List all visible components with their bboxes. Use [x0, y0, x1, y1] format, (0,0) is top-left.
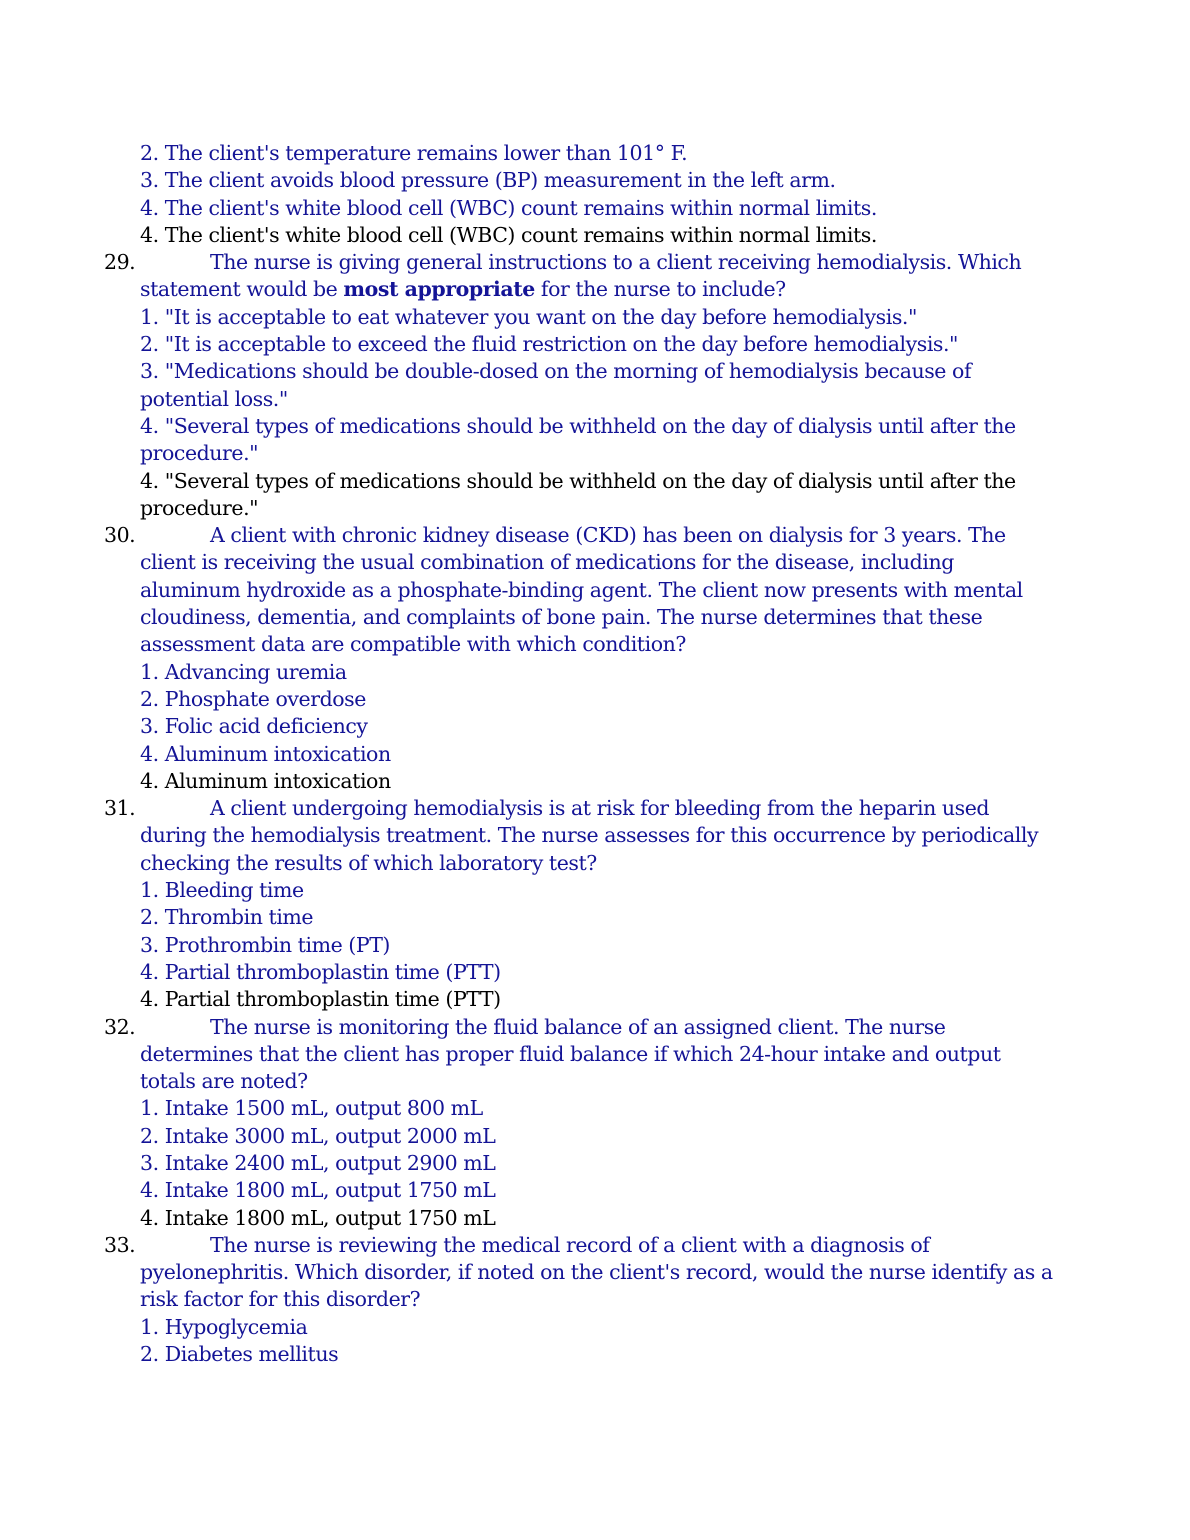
question-33 — [0, 1232, 1190, 1368]
question-stem-line: during the hemodialysis treatment. The nurse assesses for this occurrence by periodically — [140, 823, 1039, 848]
question-stem-text: The nurse is giving general instructions to a client receiving hemodialysis. Which — [210, 250, 1022, 275]
question-stem-text: The nurse is reviewing the medical record of a client with a diagnosis of — [210, 1232, 930, 1257]
question-stem-line: cloudiness, dementia, and complaints of bone pain. The nurse determines that these — [140, 605, 983, 630]
question-stem-text: A client undergoing hemodialysis is at risk for bleeding from the heparin used — [210, 796, 990, 821]
option-2: 2. Thrombin time — [140, 905, 314, 930]
option-3-cont: potential loss." — [140, 386, 288, 411]
stem-text: statement would be — [140, 277, 344, 302]
question-30 — [0, 522, 1190, 795]
question-stem-text: The nurse is monitoring the fluid balance of an assigned client. The nurse — [210, 1014, 946, 1039]
question-stem-line — [0, 795, 1050, 822]
option-3: 3. "Medications should be double-dosed on the morning of hemodialysis because of — [140, 359, 972, 384]
answer-line: 4. "Several types of medications should be withheld on the day of dialysis until after the — [140, 468, 1016, 493]
question-stem-line — [0, 249, 1050, 276]
option-1: 1. Intake 1500 mL, output 800 mL — [140, 1096, 483, 1121]
answer-line: 4. Partial thromboplastin time (PTT) — [140, 987, 501, 1012]
emphasis-text: most appropriate — [343, 277, 535, 302]
option-1: 1. "It is acceptable to eat whatever you want on the day before hemodialysis." — [140, 304, 917, 329]
option-2: 2. Phosphate overdose — [140, 686, 366, 711]
option-1: 1. Bleeding time — [140, 878, 304, 903]
question-31 — [0, 795, 1190, 1013]
option-4-cont: procedure." — [140, 441, 259, 466]
question-number: 31. — [104, 796, 136, 821]
option-3: 3. Intake 2400 mL, output 2900 mL — [140, 1150, 496, 1175]
answer-line: 4. Intake 1800 mL, output 1750 mL — [140, 1205, 496, 1230]
question-stem-line: pyelonephritis. Which disorder, if noted on the client's record, would the nurse identify as a — [140, 1260, 1053, 1285]
question-stem-line — [0, 276, 1050, 303]
question-number: 29. — [104, 250, 136, 275]
option-4: 4. The client's white blood cell (WBC) count remains within normal limits. — [140, 195, 877, 220]
option-1: 1. Hypoglycemia — [140, 1314, 308, 1339]
question-stem-line — [0, 1232, 1050, 1259]
question-29 — [0, 249, 1190, 522]
question-number: 33. — [104, 1232, 136, 1257]
option-3: 3. Folic acid deficiency — [140, 714, 368, 739]
question-stem-line — [0, 1014, 1050, 1041]
question-stem-text: A client with chronic kidney disease (CKD) has been on dialysis for 3 years. The — [210, 523, 1006, 548]
question-stem-line — [0, 522, 1050, 549]
option-2: 2. Intake 3000 mL, output 2000 mL — [140, 1123, 496, 1148]
question-stem-line: totals are noted? — [140, 1069, 308, 1094]
option-4: 4. Aluminum intoxication — [140, 741, 391, 766]
question-number: 30. — [104, 523, 136, 548]
question-stem-line: assessment data are compatible with which condition? — [140, 632, 686, 657]
option-4: 4. Intake 1800 mL, output 1750 mL — [140, 1178, 496, 1203]
question-stem-line: client is receiving the usual combination of medications for the disease, including — [140, 550, 954, 575]
question-stem-line: determines that the client has proper fluid balance if which 24-hour intake and output — [140, 1041, 1001, 1066]
option-3: 3. The client avoids blood pressure (BP) measurement in the left arm. — [140, 168, 836, 193]
option-1: 1. Advancing uremia — [140, 659, 347, 684]
option-4: 4. "Several types of medications should be withheld on the day of dialysis until after the — [140, 413, 1016, 438]
question-28-carryover — [0, 140, 1190, 249]
document-page — [0, 140, 1190, 1368]
question-stem-line: aluminum hydroxide as a phosphate-binding agent. The client now presents with mental — [140, 577, 1023, 602]
question-number: 32. — [104, 1014, 136, 1039]
option-4: 4. Partial thromboplastin time (PTT) — [140, 959, 501, 984]
question-stem-line: risk factor for this disorder? — [140, 1287, 421, 1312]
question-32 — [0, 1014, 1190, 1232]
option-2: 2. "It is acceptable to exceed the fluid restriction on the day before hemodialysis." — [140, 332, 959, 357]
question-stem-line: checking the results of which laboratory test? — [140, 850, 597, 875]
option-3: 3. Prothrombin time (PT) — [140, 932, 390, 957]
answer-line: 4. Aluminum intoxication — [140, 768, 391, 793]
option-2: 2. The client's temperature remains lower than 101° F. — [140, 141, 688, 165]
option-2: 2. Diabetes mellitus — [140, 1342, 339, 1367]
stem-text: for the nurse to include? — [534, 277, 786, 302]
answer-line-cont: procedure." — [140, 495, 259, 520]
answer-line: 4. The client's white blood cell (WBC) count remains within normal limits. — [140, 222, 877, 247]
